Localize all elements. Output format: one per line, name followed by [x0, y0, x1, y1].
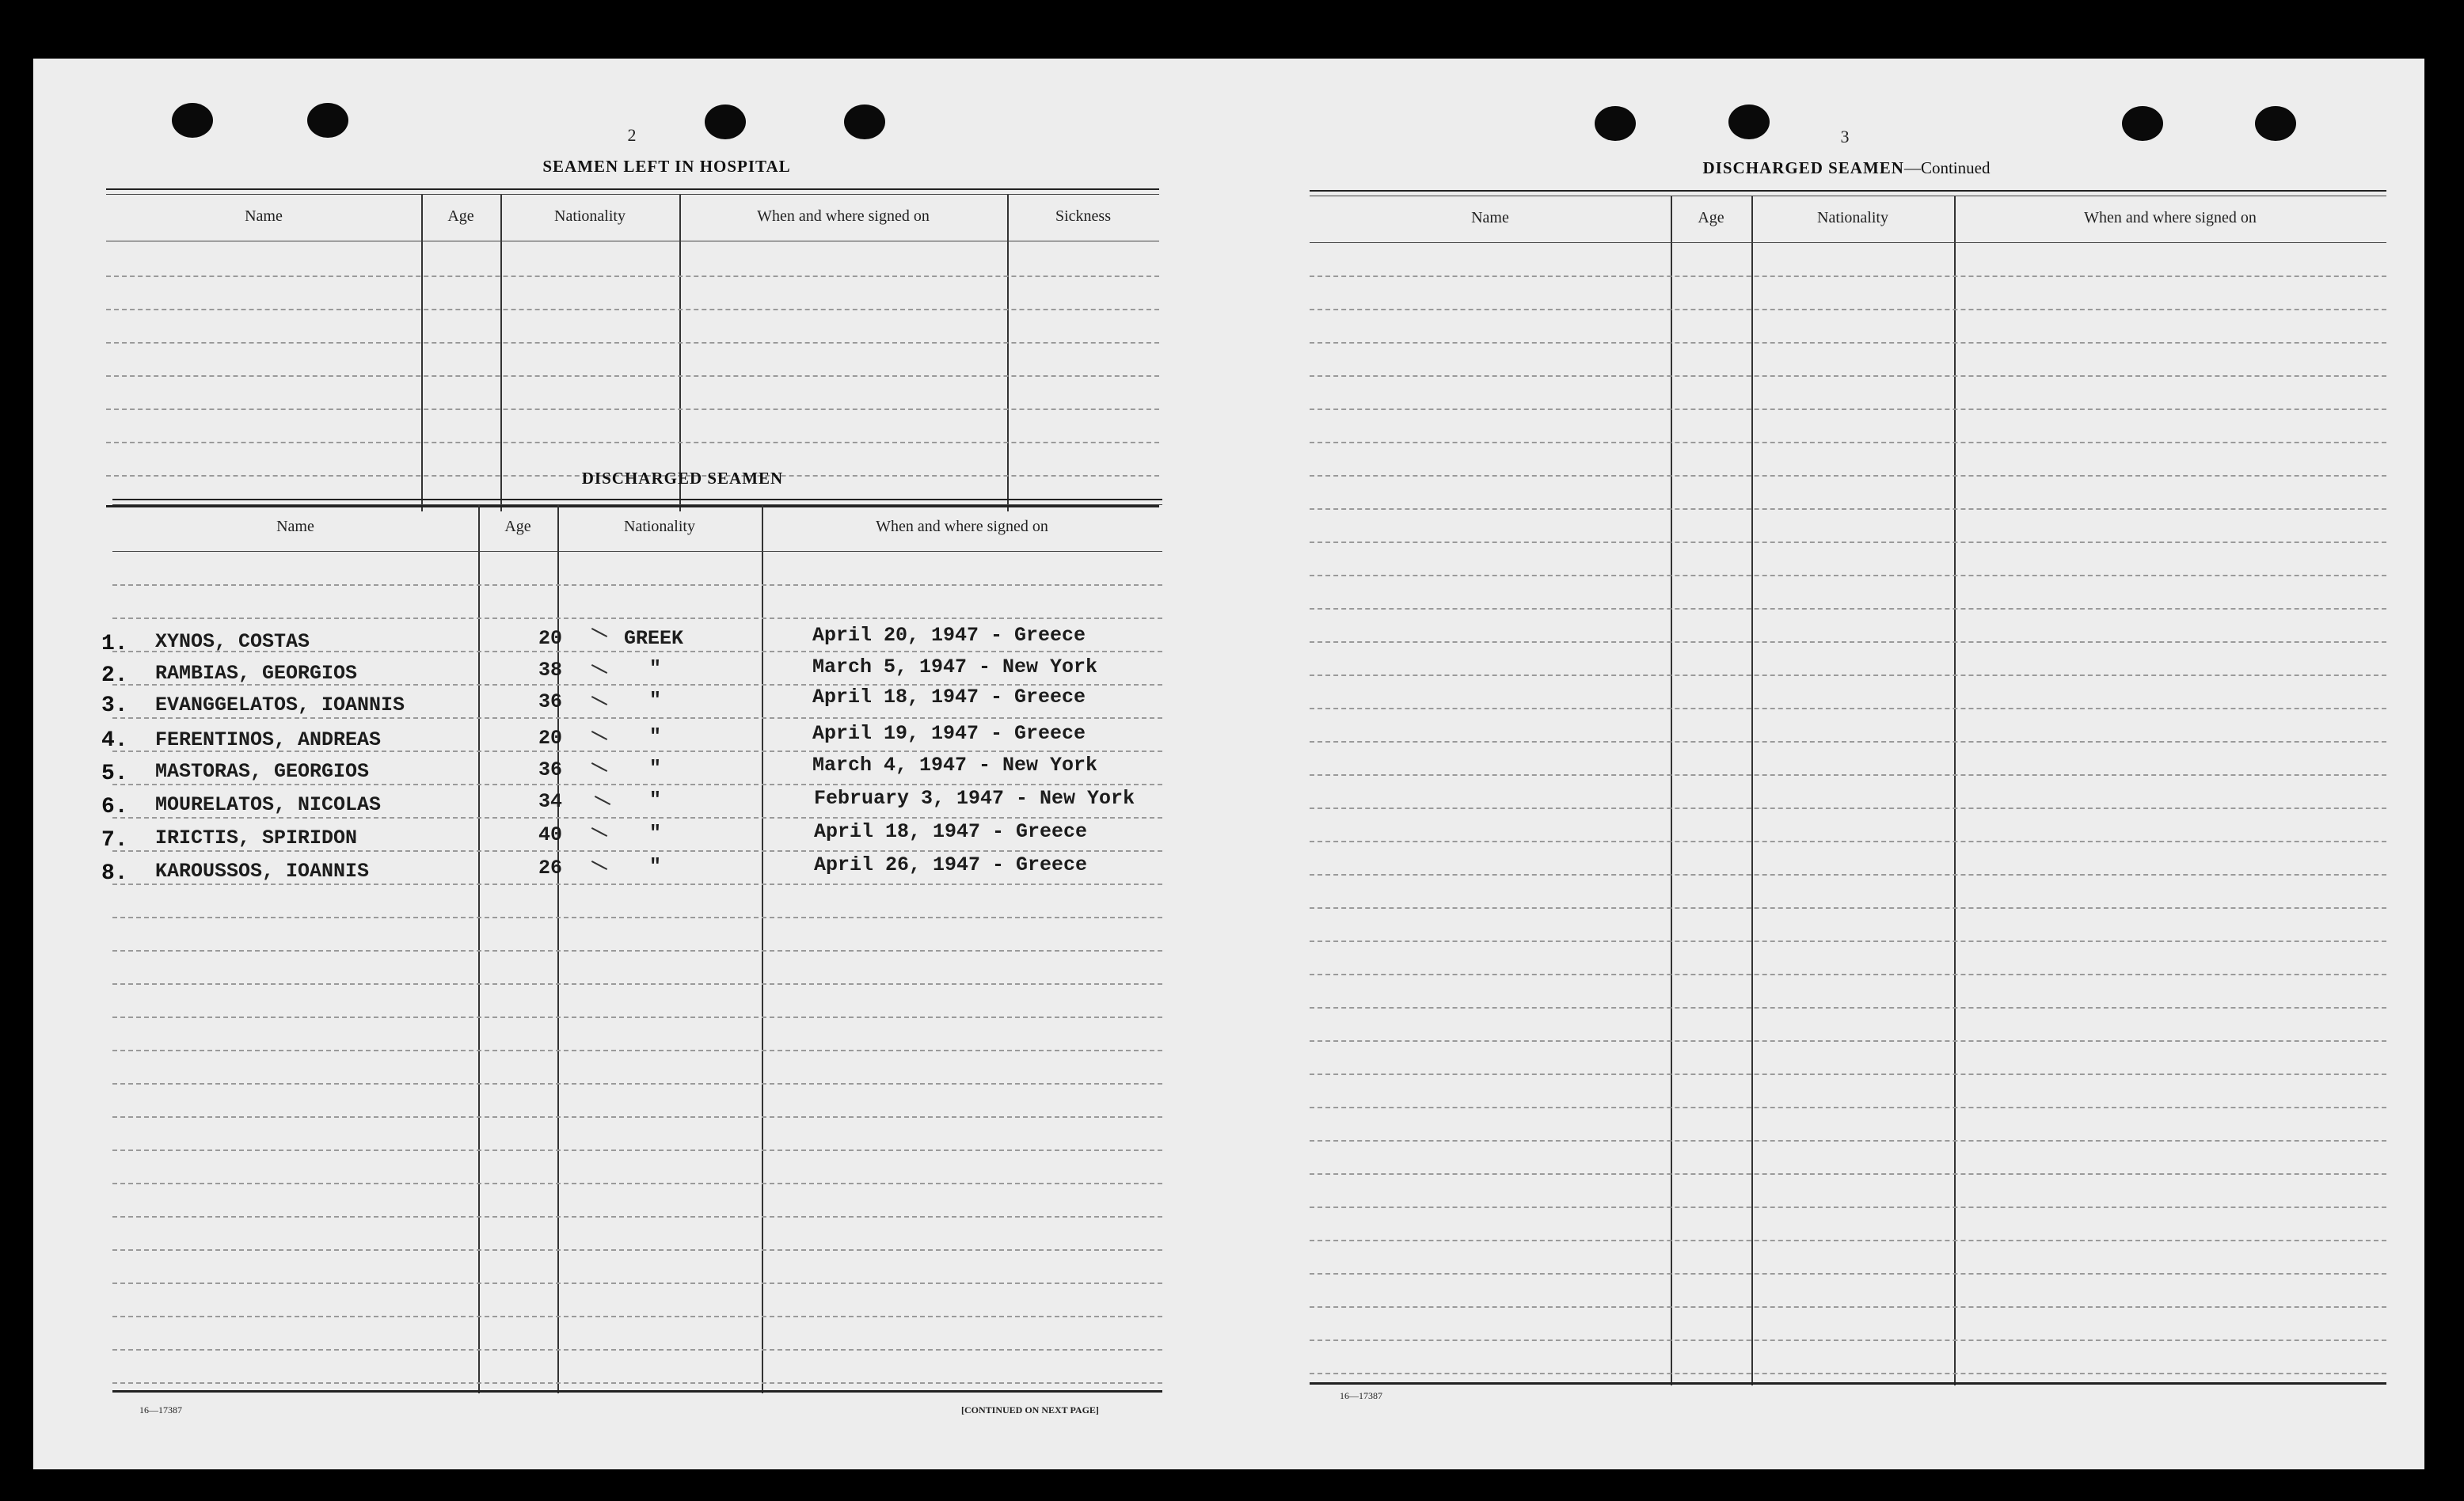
seaman-nationality: " [649, 689, 662, 712]
punch-hole [172, 103, 213, 138]
row-number: 1. [101, 632, 128, 656]
seaman-nationality: " [649, 822, 662, 845]
col-signed-on: When and where signed on [876, 518, 1048, 535]
discharged-continued-suffix: —Continued [1903, 158, 1991, 177]
discharged-title: DISCHARGED SEAMEN [581, 469, 784, 488]
page-number-right: 3 [1840, 127, 1850, 146]
seaman-name: MOURELATOS, NICOLAS [155, 793, 382, 816]
seaman-age: 20 [538, 627, 563, 650]
col-signed-on: When and where signed on [2084, 209, 2257, 226]
row-number: 2. [101, 663, 128, 688]
punch-hole [2122, 106, 2163, 141]
seaman-age: 36 [538, 758, 563, 781]
signed-on: April 20, 1947 - Greece [812, 624, 1086, 647]
row-number: 8. [101, 861, 128, 886]
signed-on: April 26, 1947 - Greece [814, 853, 1088, 876]
form-number-left: 16—17387 [139, 1404, 182, 1416]
hospital-title: SEAMEN LEFT IN HOSPITAL [542, 157, 791, 176]
discharged-continued-title-main: DISCHARGED SEAMEN [1702, 158, 1904, 177]
row-number: 3. [101, 694, 128, 718]
seaman-name: FERENTINOS, ANDREAS [155, 728, 382, 751]
continued-note: [CONTINUED ON NEXT PAGE] [961, 1404, 1099, 1416]
seaman-name: EVANGGELATOS, IOANNIS [155, 694, 405, 716]
col-nationality: Nationality [624, 518, 695, 535]
signed-on: April 18, 1947 - Greece [812, 686, 1086, 709]
col-nationality: Nationality [554, 207, 626, 225]
row-number: 5. [101, 762, 128, 786]
seaman-name: KAROUSSOS, IOANNIS [155, 860, 370, 883]
seaman-age: 26 [538, 857, 563, 880]
col-name: Name [276, 518, 314, 535]
col-age: Age [1698, 209, 1724, 226]
seaman-nationality: " [649, 725, 662, 748]
seaman-name: XYNOS, COSTAS [155, 630, 310, 653]
row-number: 7. [101, 828, 128, 853]
hospital-table [106, 188, 1159, 510]
seaman-age: 38 [538, 659, 563, 682]
seaman-name: IRICTIS, SPIRIDON [155, 826, 358, 849]
col-age: Age [504, 518, 531, 535]
seaman-age: 40 [538, 823, 563, 846]
seaman-age: 36 [538, 690, 563, 713]
row-number: 6. [101, 795, 128, 819]
signed-on: April 18, 1947 - Greece [814, 820, 1088, 843]
col-age: Age [447, 207, 474, 225]
col-nationality: Nationality [1817, 209, 1888, 226]
signed-on: February 3, 1947 - New York [814, 787, 1135, 810]
punch-hole [1595, 106, 1636, 141]
col-name: Name [1471, 209, 1509, 226]
punch-hole [2255, 106, 2296, 141]
discharged-continued-title [1648, 158, 2044, 178]
signed-on: March 4, 1947 - New York [812, 754, 1098, 777]
page-number-left: 2 [627, 125, 637, 145]
seaman-nationality: GREEK [624, 627, 684, 650]
seaman-name: RAMBIAS, GEORGIOS [155, 662, 358, 685]
punch-hole [307, 103, 348, 138]
discharged-continued-table [1310, 190, 2386, 1449]
punch-hole [1728, 104, 1770, 139]
seaman-nationality: " [649, 788, 662, 811]
seaman-age: 34 [538, 790, 563, 813]
col-sickness: Sickness [1055, 207, 1111, 225]
seaman-name: MASTORAS, GEORGIOS [155, 760, 370, 783]
form-number-right: 16—17387 [1340, 1390, 1382, 1401]
signed-on: March 5, 1947 - New York [812, 656, 1098, 678]
row-number: 4. [101, 728, 128, 753]
col-name: Name [245, 207, 283, 225]
punch-hole [844, 104, 885, 139]
punch-hole [705, 104, 746, 139]
signed-on: April 19, 1947 - Greece [812, 722, 1086, 745]
col-signed-on: When and where signed on [757, 207, 930, 225]
discharged-table [101, 499, 1162, 1401]
ledger-sheet [33, 59, 2424, 1469]
seaman-nationality: " [649, 757, 662, 780]
seaman-nationality: " [649, 855, 662, 878]
seaman-nationality: " [649, 657, 662, 680]
seaman-age: 20 [538, 727, 563, 750]
